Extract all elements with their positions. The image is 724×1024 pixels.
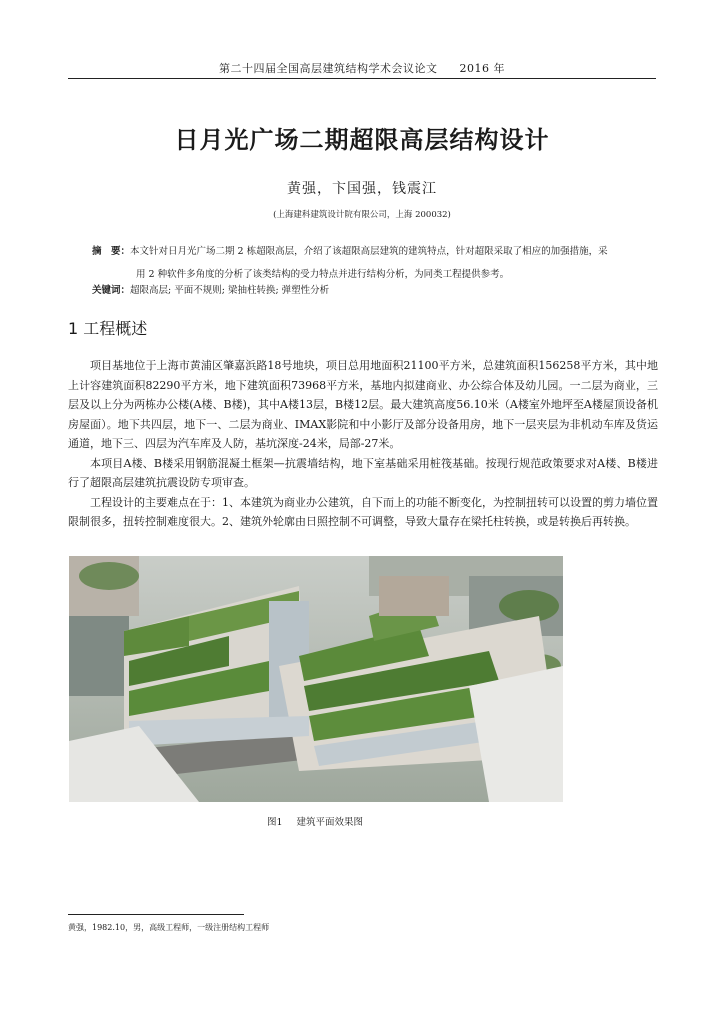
section-heading: 1 工程概述 — [68, 319, 148, 338]
abstract — [92, 240, 638, 286]
paper-authors: 黄强，卞国强，钱震江 — [287, 181, 437, 197]
figure-caption-text: 建筑平面效果图 — [296, 817, 364, 828]
paper-title: 日月光广场二期超限高层结构设计 — [174, 126, 550, 154]
section-body — [68, 356, 658, 532]
running-header — [68, 60, 656, 76]
body-paragraph: 本项目A楼、B楼采用钢筋混凝土框架—抗震墙结构，地下室基础采用桩筏基础。按现行规范政策要求对A楼、B楼进行了超限高层建筑抗震设防专项审查。 — [68, 456, 658, 489]
author-affiliation: (上海建科建筑设计院有限公司，上海 200032) — [273, 210, 451, 220]
figure-number: 图1 — [266, 817, 283, 828]
body-paragraph: 项目基地位于上海市黄浦区肇嘉浜路18号地块，项目总用地面积21100平方米，总建筑面积156258平方米，其中地上计容建筑面积82290平方米，地下建筑面积73968平方米，基地内拟建商业、办公综合体及幼儿园。一二层为商业，三层及以上分为两栋办公楼(A楼、B楼)，其中A楼13层，B楼12层。最大建筑高度56.10米（A楼室外地坪至A楼屋顶设备机房屋面）。地下共四层，地下一、二层为商业、IMAX影院和中小影厅及部分设备用房，地下一层夹层为非机动车库及货运通道，地下三、四层为汽车库及人防，基坑深度-24米，局部-27米。 — [68, 359, 658, 450]
keywords-label: 关键词： — [92, 285, 131, 296]
conference-year: 2016 年 — [459, 62, 505, 75]
footnote-rule — [68, 914, 244, 915]
rendering-illustration — [69, 556, 563, 802]
conference-name: 第二十四届全国高层建筑结构学术会议论文 — [219, 62, 438, 75]
architectural-rendering-figure — [69, 556, 563, 802]
abstract-text-line1: 本文针对日月光广场二期 2 栋超限高层，介绍了该超限高层建筑的建筑特点，针对超限采取了相应的加强措施，采 — [130, 246, 608, 257]
author-footnote: 黄强，1982.10，男，高级工程师，一级注册结构工程师 — [68, 923, 270, 932]
abstract-label: 摘 要： — [92, 246, 131, 257]
body-paragraph: 工程设计的主要难点在于：1、本建筑为商业办公建筑，自下而上的功能不断变化，为控制扭转可以设置的剪力墙位置限制很多，扭转控制难度很大。2、建筑外轮廓由日照控制不可调整，导致大量存在梁托柱转换，或是转换后再转换。 — [68, 495, 658, 528]
header-rule — [68, 78, 656, 79]
keywords-text: 超限高层; 平面不规则; 梁抽柱转换; 弹塑性分析 — [130, 285, 330, 296]
keywords — [92, 282, 638, 296]
figure-caption — [0, 814, 630, 828]
abstract-text-line2: 用 2 种软件多角度的分析了该类结构的受力特点并进行结构分析，为同类工程提供参考。 — [136, 269, 510, 280]
